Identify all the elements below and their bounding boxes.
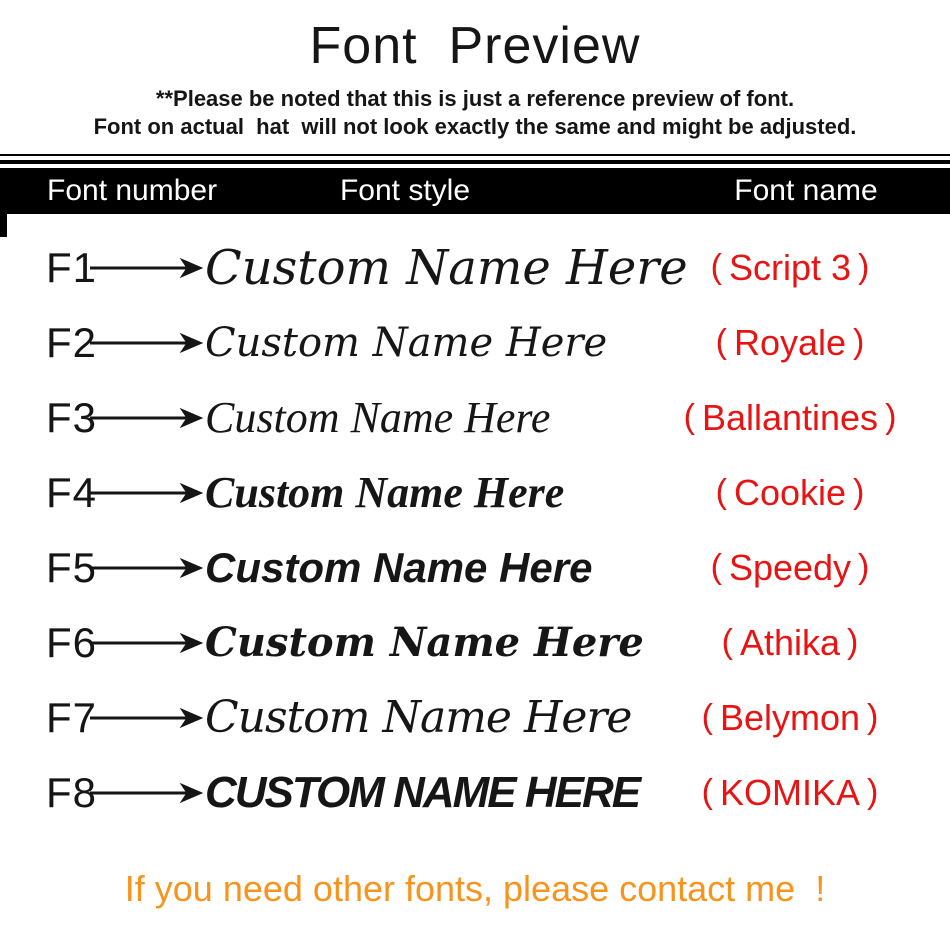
font-name: Ballantines xyxy=(701,396,879,438)
font-row xyxy=(0,455,950,530)
disclaimer-line-2: Font on actual hat will not look exactly the same and might be adjusted. xyxy=(93,114,857,139)
paren-close: ) xyxy=(858,548,870,586)
font-name-label xyxy=(695,697,886,739)
paren-close: ) xyxy=(867,773,879,811)
arrow-right-icon xyxy=(88,330,208,356)
font-name: Speedy xyxy=(728,546,852,588)
font-name-label xyxy=(677,397,904,439)
column-header-font-name: Font name xyxy=(734,174,878,207)
font-sample: Custom Name Here xyxy=(205,392,551,442)
paren-close: ) xyxy=(885,398,897,436)
font-number: F5 xyxy=(46,543,98,591)
font-number: F6 xyxy=(46,618,98,666)
arrow-right-icon xyxy=(88,555,208,581)
footer-contact-note: If you need other fonts, please contact me ! xyxy=(124,868,826,909)
arrow-right-icon xyxy=(88,705,208,731)
paren-open: ( xyxy=(701,698,713,736)
separator-rule-thin xyxy=(0,154,950,156)
font-row xyxy=(0,605,950,680)
font-name-label xyxy=(704,547,877,589)
font-sample: Custom Name Here xyxy=(205,543,593,591)
paren-open: ( xyxy=(715,473,727,511)
arrow-right-icon xyxy=(88,780,208,806)
font-row xyxy=(0,380,950,455)
font-row xyxy=(0,680,950,755)
font-number: F1 xyxy=(46,243,98,291)
font-row xyxy=(0,305,950,380)
paren-open: ( xyxy=(701,773,713,811)
paren-open: ( xyxy=(710,248,722,286)
paren-open: ( xyxy=(683,398,695,436)
font-name: Script 3 xyxy=(728,246,852,288)
font-name: KOMIKA xyxy=(719,771,861,813)
font-name-label xyxy=(704,247,877,289)
paren-close: ) xyxy=(853,473,865,511)
page-title: Font Preview xyxy=(309,17,641,75)
arrow-right-icon xyxy=(88,255,208,281)
font-sample: Custom Name Here xyxy=(205,239,688,296)
paren-close: ) xyxy=(858,248,870,286)
column-header-font-style: Font style xyxy=(339,174,471,207)
font-name-label xyxy=(715,622,866,664)
paren-open: ( xyxy=(721,623,733,661)
font-number: F3 xyxy=(46,393,98,441)
font-number: F7 xyxy=(46,693,98,741)
font-sample: Custom Name Here xyxy=(205,691,632,743)
paren-open: ( xyxy=(715,323,727,361)
font-name: Royale xyxy=(733,321,847,363)
font-sample: CUSTOM NAME HERE xyxy=(205,767,640,817)
font-number: F4 xyxy=(46,468,98,516)
font-number: F2 xyxy=(46,318,98,366)
font-number: F8 xyxy=(46,768,98,816)
paren-open: ( xyxy=(710,548,722,586)
font-name: Athika xyxy=(739,621,841,663)
font-name: Belymon xyxy=(719,696,861,738)
font-row xyxy=(0,755,950,830)
arrow-right-icon xyxy=(88,630,208,656)
separator-rule-thick xyxy=(0,160,950,164)
font-sample: Custom Name Here xyxy=(205,618,644,666)
font-sample: Custom Name Here xyxy=(205,467,565,517)
column-header-font-number: Font number xyxy=(47,174,218,207)
font-name-label xyxy=(709,472,872,514)
paren-close: ) xyxy=(867,698,879,736)
paren-close: ) xyxy=(847,623,859,661)
paren-close: ) xyxy=(853,323,865,361)
table-header-bar xyxy=(0,168,950,214)
font-name-label xyxy=(695,772,886,814)
font-rows xyxy=(0,230,950,830)
disclaimer-line-1: **Please be noted that this is just a reference preview of font. xyxy=(155,86,795,111)
arrow-right-icon xyxy=(88,480,208,506)
font-row xyxy=(0,230,950,305)
font-row xyxy=(0,530,950,605)
arrow-right-icon xyxy=(88,405,208,431)
font-name-label xyxy=(709,322,872,364)
font-sample: Custom Name Here xyxy=(205,319,608,366)
font-name: Cookie xyxy=(733,471,847,513)
